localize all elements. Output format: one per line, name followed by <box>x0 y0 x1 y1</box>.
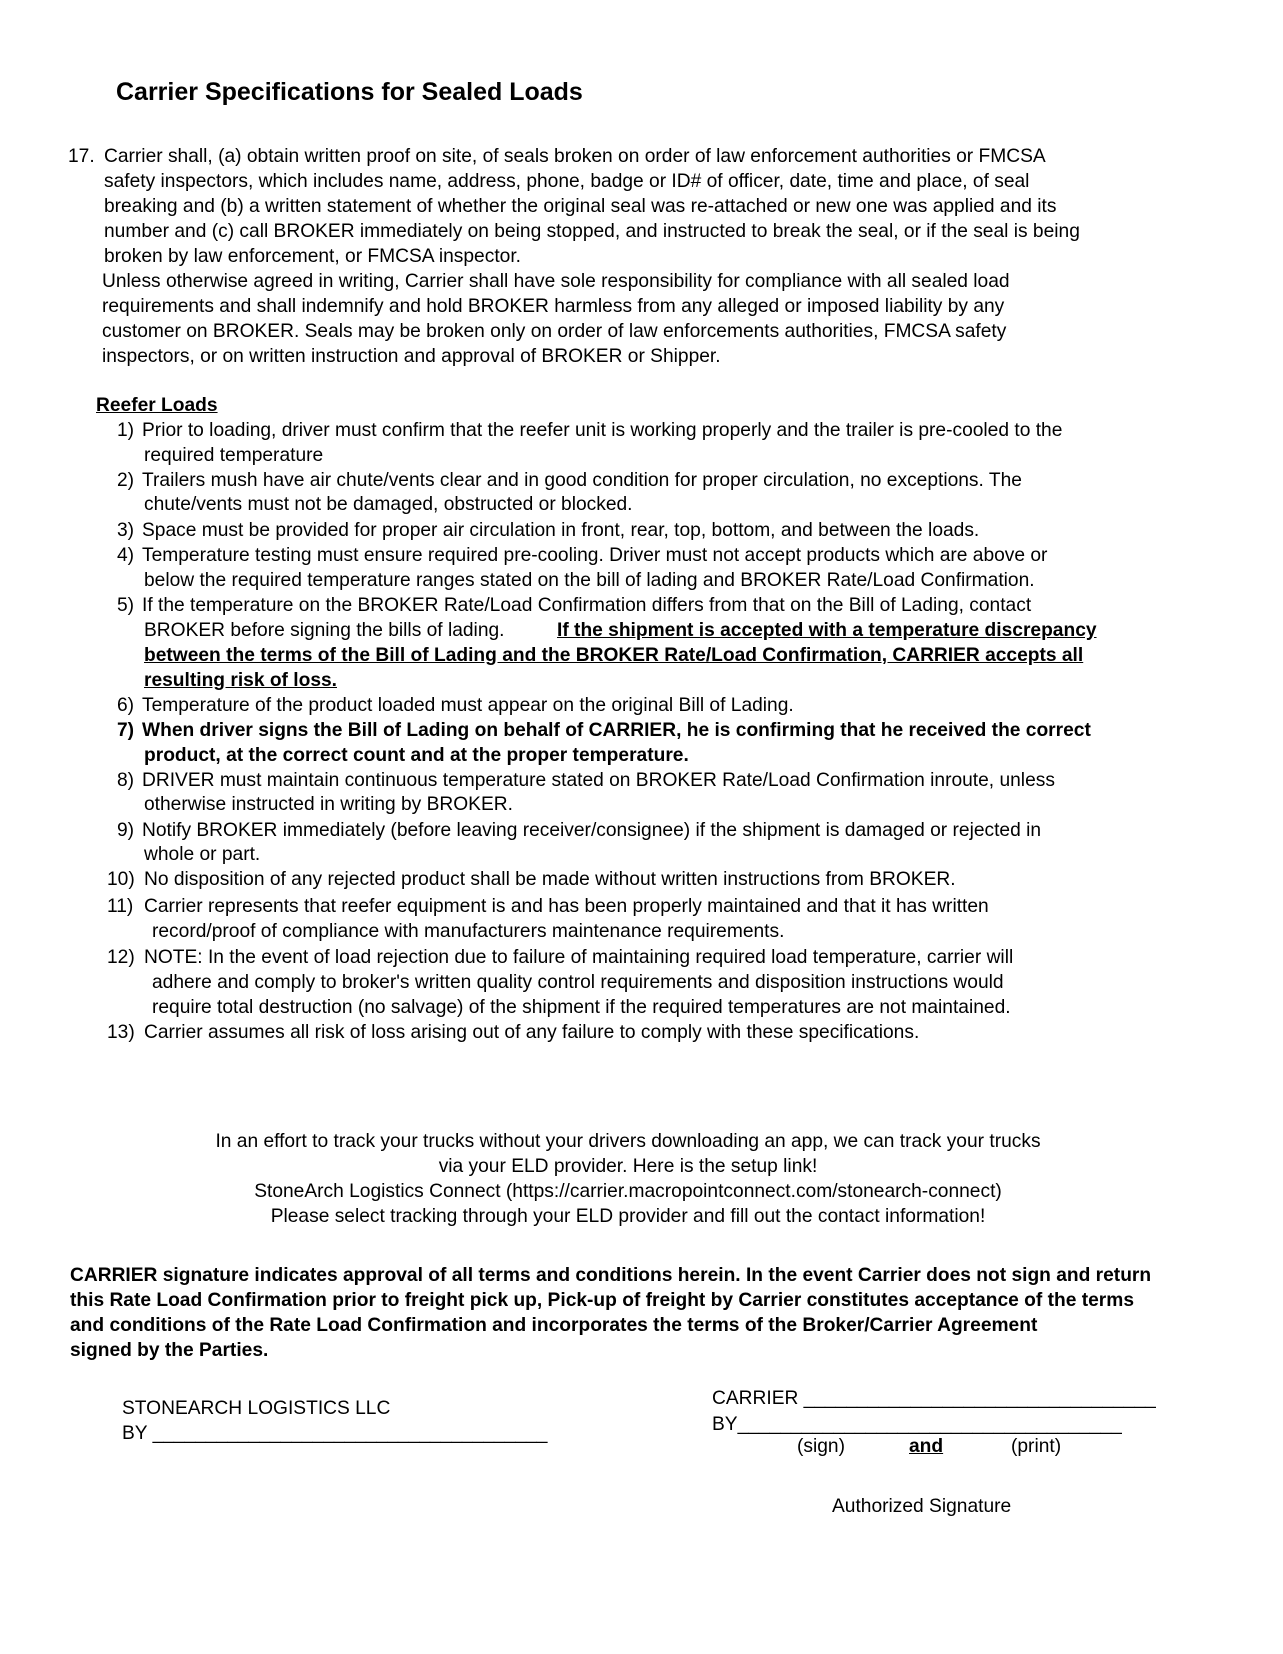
list-item-number: 6) <box>117 695 135 716</box>
list-item-cont: adhere and comply to broker's written quality control requirements and disposition instructions would <box>152 972 1004 993</box>
list-item: Notify BROKER immediately (before leaving receiver/consignee) if the shipment is damaged or rejected in <box>142 820 1042 841</box>
tracking-line: In an effort to track your trucks without your drivers downloading an app, we can track your trucks <box>215 1131 1041 1152</box>
list-item-cont: record/proof of compliance with manufacturers maintenance requirements. <box>152 921 785 942</box>
list-item-number: 4) <box>117 545 135 566</box>
page-title: Carrier Specifications for Sealed Loads <box>116 78 583 106</box>
approval-line: signed by the Parties. <box>70 1340 269 1361</box>
list-item-cont: below the required temperature ranges stated on the bill of lading and BROKER Rate/Load Confirmation. <box>144 570 1035 591</box>
list-item-number: 1) <box>117 420 135 441</box>
section-17-line: Carrier shall, (a) obtain written proof on site, of seals broken on order of law enforcement authorities or FMCSA <box>104 146 1046 167</box>
list-item-emphasis: If the shipment is accepted with a temperature discrepancy <box>557 620 1097 641</box>
broker-name: STONEARCH LOGISTICS LLC <box>122 1398 391 1419</box>
list-item: NOTE: In the event of load rejection due to failure of maintaining required load temperature, carrier will <box>144 947 1014 968</box>
list-item-number: 5) <box>117 595 135 616</box>
list-item-number: 12) <box>107 947 135 968</box>
list-item: Prior to loading, driver must confirm that the reefer unit is working properly and the trailer is pre-cooled to the <box>142 420 1063 441</box>
section-17-para2-line: inspectors, or on written instruction and approval of BROKER or Shipper. <box>102 346 721 367</box>
list-item: If the temperature on the BROKER Rate/Load Confirmation differs from that on the Bill of Lading, contact <box>142 595 1032 616</box>
list-item-cont: whole or part. <box>144 844 261 865</box>
section-17-para2-line: Unless otherwise agreed in writing, Carrier shall have sole responsibility for compliance with all sealed load <box>102 271 1010 292</box>
list-item: Carrier assumes all risk of loss arising out of any failure to comply with these specifications. <box>144 1022 920 1043</box>
list-item-cont: chute/vents must not be damaged, obstructed or blocked. <box>144 494 633 515</box>
list-item-number: 11) <box>107 896 134 917</box>
list-item-cont: product, at the correct count and at the proper temperature. <box>144 745 689 766</box>
approval-line: and conditions of the Rate Load Confirmation and incorporates the terms of the Broker/Carrier Agreement <box>70 1315 1038 1336</box>
list-item-emphasis: between the terms of the Bill of Lading and the BROKER Rate/Load Confirmation, CARRIER accepts all <box>144 645 1084 666</box>
list-item: Temperature of the product loaded must appear on the original Bill of Lading. <box>142 695 794 716</box>
section-17-line: safety inspectors, which includes name, address, phone, badge or ID# of officer, date, time and place, of seal <box>104 171 1030 192</box>
section-17-para2-line: customer on BROKER. Seals may be broken only on order of law enforcements authorities, FMCSA safety <box>102 321 1007 342</box>
list-item: Temperature testing must ensure required pre-cooling. Driver must not accept products which are above or <box>142 545 1048 566</box>
tracking-line: Please select tracking through your ELD provider and fill out the contact information! <box>270 1206 986 1227</box>
carrier-name-line[interactable]: CARRIER _________________________________ <box>712 1388 1156 1409</box>
list-item-cont: required temperature <box>144 445 324 466</box>
carrier-signature-line[interactable]: BY____________________________________ <box>712 1414 1122 1435</box>
list-item: Carrier represents that reefer equipment is and has been properly maintained and that it has written <box>144 896 989 917</box>
list-item: No disposition of any rejected product shall be made without written instructions from BROKER. <box>144 869 956 890</box>
list-item-number: 13) <box>107 1022 135 1043</box>
list-item: DRIVER must maintain continuous temperature stated on BROKER Rate/Load Confirmation inroute, unless <box>142 770 1055 791</box>
approval-line: CARRIER signature indicates approval of all terms and conditions herein. In the event Carrier does not sign and return <box>70 1265 1152 1286</box>
tracking-line: via your ELD provider. Here is the setup link! <box>438 1156 818 1177</box>
section-17-line: broken by law enforcement, or FMCSA inspector. <box>104 246 521 267</box>
print-label: (print) <box>1011 1436 1062 1457</box>
list-item-number: 7) <box>117 720 135 741</box>
list-item-number: 10) <box>107 869 135 890</box>
list-item-cont: require total destruction (no salvage) of the shipment if the required temperatures are not maintained. <box>152 997 1011 1018</box>
authorized-signature-label: Authorized Signature <box>832 1496 1012 1517</box>
sign-label: (sign) <box>797 1436 845 1457</box>
list-item-cont: otherwise instructed in writing by BROKER. <box>144 794 513 815</box>
approval-line: this Rate Load Confirmation prior to freight pick up, Pick-up of freight by Carrier constitutes acceptance of the terms <box>70 1290 1134 1311</box>
list-item-cont: BROKER before signing the bills of lading. <box>144 620 505 641</box>
list-item-number: 8) <box>117 770 135 791</box>
list-item: When driver signs the Bill of Lading on behalf of CARRIER, he is confirming that he received the correct <box>142 720 1091 741</box>
reefer-heading: Reefer Loads <box>96 395 218 416</box>
list-item-number: 2) <box>117 470 135 491</box>
broker-signature-line[interactable]: BY _____________________________________ <box>122 1423 548 1444</box>
list-item-number: 9) <box>117 820 135 841</box>
section-number: 17. <box>68 146 95 167</box>
list-item: Trailers mush have air chute/vents clear and in good condition for proper circulation, no exceptions. The <box>142 470 1022 491</box>
section-17-para2-line: requirements and shall indemnify and hold BROKER harmless from any alleged or imposed liability by any <box>102 296 1005 317</box>
tracking-link[interactable]: StoneArch Logistics Connect (https://carrier.macropointconnect.com/stonearch-connect) <box>254 1181 1002 1202</box>
and-label: and <box>909 1436 944 1457</box>
list-item: Space must be provided for proper air circulation in front, rear, top, bottom, and between the loads. <box>142 520 980 541</box>
section-17-line: number and (c) call BROKER immediately on being stopped, and instructed to break the seal, or if the seal is being <box>104 221 1080 242</box>
list-item-emphasis: resulting risk of loss. <box>144 670 337 691</box>
section-17-line: breaking and (b) a written statement of whether the original seal was re-attached or new one was applied and its <box>104 196 1057 217</box>
list-item-number: 3) <box>117 520 135 541</box>
